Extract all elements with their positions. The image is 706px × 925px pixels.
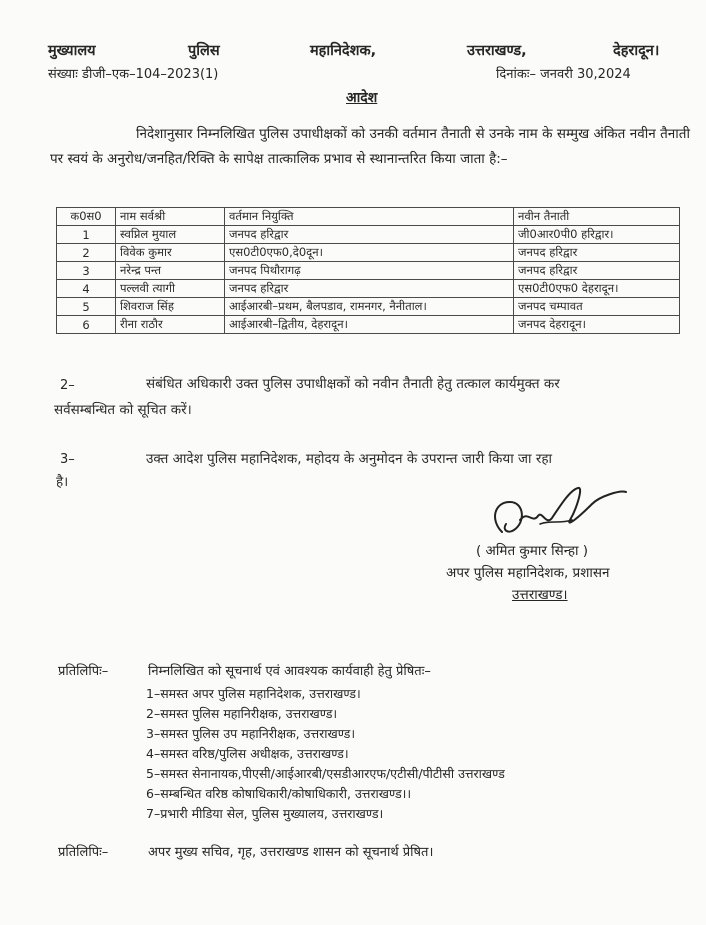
new-posting-cell: जनपद हरिद्वार [514,244,680,262]
serial-cell: 5 [57,298,116,316]
paragraph-3-number: 3– [60,452,75,467]
table-row [57,226,680,244]
header-police: पुलिस [188,43,220,59]
current-posting-cell: जनपद हरिद्वार [225,226,514,244]
copy-label: प्रतिलिपिः– [58,664,109,679]
header-state: उत्तराखण्ड, [467,43,527,59]
current-posting-cell: एस0टी0एफ0,दे0दून। [225,244,514,262]
column-header: वर्तमान नियुक्ति [225,208,514,226]
table-row [57,262,680,280]
name-cell: नरेन्द्र पन्त [116,262,225,280]
name-cell: रीना राठौर [116,316,225,334]
column-header: नवीन तैनाती [514,208,680,226]
new-posting-cell: जनपद देहरादून। [514,316,680,334]
list-item: 4–समस्त वरिष्ठ/पुलिस अधीक्षक, उत्तराखण्ड। [146,746,349,761]
order-title: आदेश [346,90,378,106]
handwritten-signature-icon [480,480,630,550]
signatory-state: उत्तराखण्ड। [512,587,568,603]
copy-intro: निम्नलिखित को सूचनार्थ एवं आवश्यक कार्यवाही हेतु प्रेषितः– [148,664,431,679]
serial-cell: 6 [57,316,116,334]
copy-2-text: अपर मुख्य सचिव, गृह, उत्तराखण्ड शासन को सूचनार्थ प्रेषित। [148,845,434,860]
header-dg: महानिदेशक, [310,43,377,59]
serial-cell: 1 [57,226,116,244]
table-row [57,244,680,262]
new-posting-cell: जनपद चम्पावत [514,298,680,316]
name-cell: पल्लवी त्यागी [116,280,225,298]
serial-cell: 4 [57,280,116,298]
name-cell: शिवराज सिंह [116,298,225,316]
list-item: 6–सम्बन्धित वरिष्ठ कोषाधिकारी/कोषाधिकारी, उत्तराखण्ड।। [146,786,412,801]
current-posting-cell: जनपद पिथौरागढ़ [225,262,514,280]
name-cell: स्वप्निल मुयाल [116,226,225,244]
header-city: देहरादून। [613,43,660,59]
new-posting-cell: जी0आर0पी0 हरिद्वार। [514,226,680,244]
serial-cell: 3 [57,262,116,280]
new-posting-cell: एस0टी0एफ0 देहरादून। [514,280,680,298]
list-item: 2–समस्त पुलिस महानिरीक्षक, उत्तराखण्ड। [146,706,338,721]
signature [480,480,630,550]
list-item: 1–समस्त अपर पुलिस महानिदेशक, उत्तराखण्ड। [146,686,361,701]
paragraph-3-line-2: है। [56,474,69,490]
order-date: दिनांकः– जनवरी 30,2024 [496,67,631,82]
reference-number: संख्याः डीजी–एक–104–2023(1) [48,67,219,82]
current-posting-cell: आईआरबी–द्वितीय, देहरादून। [225,316,514,334]
table-row [57,280,680,298]
table-row [57,316,680,334]
paragraph-3-line-1: उक्त आदेश पुलिस महानिदेशक, महोदय के अनुमोदन के उपरान्त जारी किया जा रहा [146,451,553,467]
column-header: नाम सर्वश्री [116,208,225,226]
serial-cell: 2 [57,244,116,262]
copy-list [146,684,505,824]
paragraph-2-line-1: संबंधित अधिकारी उक्त पुलिस उपाधीक्षकों को नवीन तैनाती हेतु तत्काल कार्यमुक्त कर [146,376,560,392]
table-header-row [57,208,680,226]
paragraph-2-number: 2– [60,378,75,393]
list-item: 7–प्रभारी मीडिया सेल, पुलिस मुख्यालय, उत्तराखण्ड। [146,806,384,821]
transfer-table [56,207,680,334]
list-item: 5–समस्त सेनानायक,पीएसी/आईआरबी/एसडीआरएफ/एटीसी/पीटीसी उत्तराखण्ड [146,766,505,781]
current-posting-cell: जनपद हरिद्वार [225,280,514,298]
header-office: मुख्यालय [48,43,96,59]
new-posting-cell: जनपद हरिद्वार [514,262,680,280]
signatory-designation: अपर पुलिस महानिदेशक, प्रशासन [446,565,610,581]
table-row [57,298,680,316]
current-posting-cell: आईआरबी–प्रथम, बैलपडाव, रामनगर, नैनीताल। [225,298,514,316]
paragraph-2-line-2: सर्वसम्बन्धित को सूचित करें। [54,402,192,418]
name-cell: विवेक कुमार [116,244,225,262]
intro-paragraph: निदेशानुसार निम्नलिखित पुलिस उपाधीक्षकों को उनकी वर्तमान तैनाती से उनके नाम के सम्मुख अंकित नवीन तैनाती पर स्वयं के अनुरोध/जनहित/रिक्ति के सापेक्ष तात्कालिक प्रभाव से स्थानान्तरित किया जाता है:– [50,126,690,167]
signatory-name: ( अमित कुमार सिन्हा ) [476,543,589,559]
copy-2-label: प्रतिलिपिः– [58,845,109,860]
column-header: क0स0 [57,208,116,226]
list-item: 3–समस्त पुलिस उप महानिरीक्षक, उत्तराखण्ड। [146,726,356,741]
